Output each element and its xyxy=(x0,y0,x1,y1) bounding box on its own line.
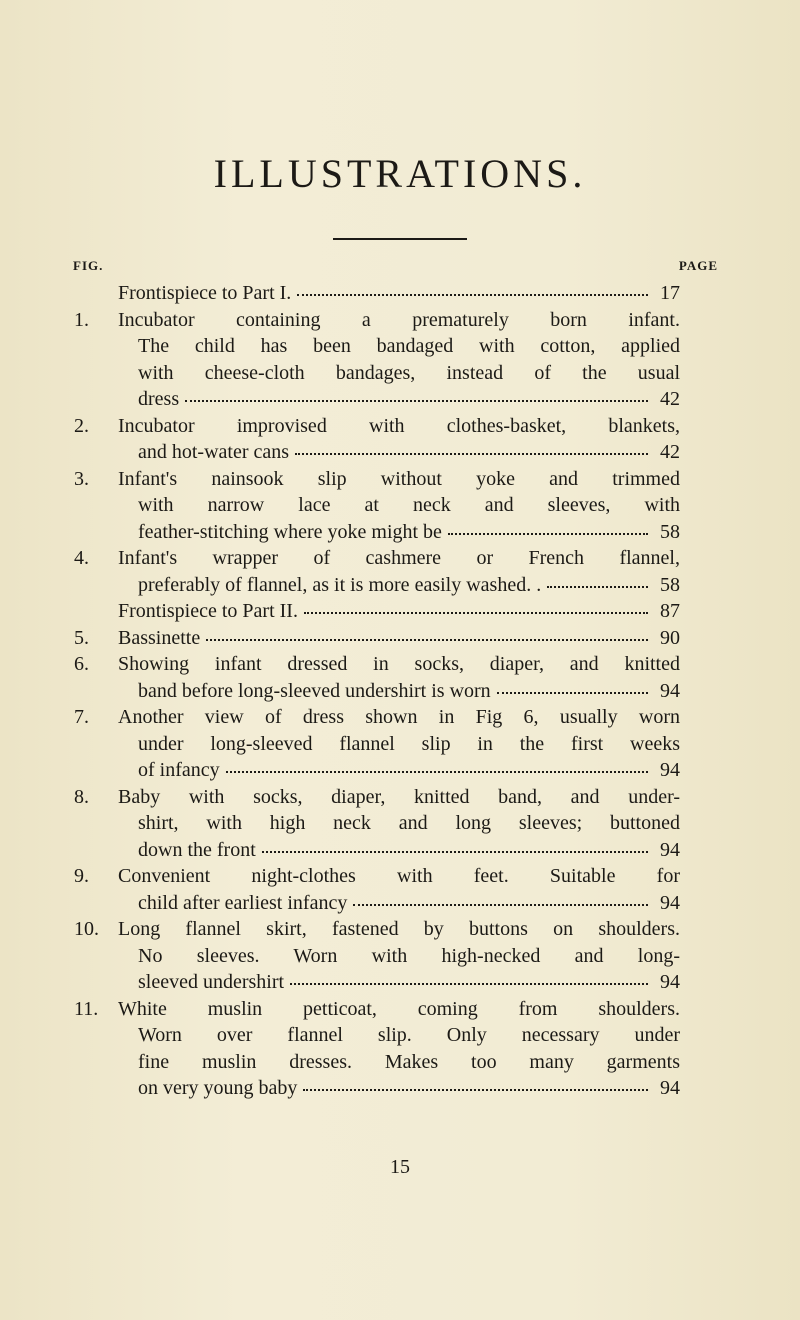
dot-leader xyxy=(547,586,648,588)
page-reference: 90 xyxy=(660,626,680,649)
caption-line: Incubator containing a prematurely born infant. xyxy=(118,308,680,331)
list-item xyxy=(0,307,800,413)
figure-number: 2. xyxy=(74,414,89,437)
page-reference: 42 xyxy=(660,388,680,410)
page-column-header: PAGE xyxy=(678,258,718,273)
page-reference: 17 xyxy=(660,282,680,304)
page-number: 15 xyxy=(390,1156,410,1178)
caption-line: shirt, with high neck and long sleeves; buttoned xyxy=(138,812,680,834)
caption-line: Bassinette xyxy=(118,626,201,649)
list-item xyxy=(0,996,800,1102)
figure-number: 1. xyxy=(74,308,89,331)
dot-leader xyxy=(295,453,648,455)
caption-line: down the front xyxy=(138,838,256,861)
dot-leader xyxy=(185,400,648,402)
list-item xyxy=(0,413,800,466)
dot-leader xyxy=(303,1089,648,1091)
figure-number: 4. xyxy=(74,547,89,569)
caption-line: fine muslin dresses. Makes too many garments xyxy=(138,1050,680,1073)
page-reference: 42 xyxy=(660,441,680,463)
caption-line: Incubator improvised with clothes-basket, blankets, xyxy=(118,414,680,437)
dot-leader xyxy=(290,983,648,985)
caption-line: The child has been bandaged with cotton, applied xyxy=(138,335,680,357)
dot-leader xyxy=(226,771,648,773)
caption-line: Frontispiece to Part I. xyxy=(118,282,292,304)
list-item xyxy=(0,598,800,625)
caption-line: feather-stitching where yoke might be xyxy=(138,520,442,543)
caption-line: Worn over flannel slip. Only necessary under xyxy=(138,1024,680,1046)
dot-leader xyxy=(206,639,648,641)
title-rule xyxy=(333,238,467,240)
dot-leader xyxy=(304,612,648,614)
list-item xyxy=(0,625,800,652)
caption-line: on very young baby xyxy=(138,1077,298,1099)
caption-line: No sleeves. Worn with high-necked and long- xyxy=(138,944,680,967)
caption-line: Another view of dress shown in Fig 6, usually worn xyxy=(118,706,680,728)
page-reference: 58 xyxy=(660,573,680,596)
list-item xyxy=(0,545,800,598)
caption-line: dress xyxy=(138,388,180,410)
caption-line: Convenient night-clothes with feet. Suitable for xyxy=(118,865,680,887)
list-item xyxy=(0,916,800,996)
page-reference: 87 xyxy=(660,600,680,622)
page-reference: 94 xyxy=(660,891,680,914)
caption-line: Infant's nainsook slip without yoke and trimmed xyxy=(118,467,680,490)
caption-line: with cheese-cloth bandages, instead of the usual xyxy=(138,361,680,384)
caption-line: Long flannel skirt, fastened by buttons on shoulders. xyxy=(118,918,680,940)
caption-line: Baby with socks, diaper, knitted band, and under- xyxy=(118,785,680,808)
caption-line: preferably of flannel, as it is more easily washed. . xyxy=(138,573,542,596)
list-item xyxy=(0,784,800,864)
page-title: ILLUSTRATIONS. xyxy=(213,151,587,196)
caption-line: of infancy xyxy=(138,759,220,781)
figure-number: 7. xyxy=(74,706,89,728)
fig-column-header: FIG. xyxy=(73,258,104,273)
page-reference: 94 xyxy=(660,759,680,781)
page-reference: 94 xyxy=(660,838,680,861)
list-item xyxy=(0,280,800,307)
page-reference: 58 xyxy=(660,520,680,543)
dot-leader xyxy=(497,692,648,694)
caption-line: under long-sleeved flannel slip in the first weeks xyxy=(138,732,680,755)
caption-line: child after earliest infancy xyxy=(138,891,348,914)
figure-number: 3. xyxy=(74,467,89,490)
dot-leader xyxy=(262,851,648,853)
caption-line: with narrow lace at neck and sleeves, with xyxy=(138,494,680,516)
figure-number: 5. xyxy=(74,626,89,649)
page-reference: 94 xyxy=(660,971,680,993)
caption-line: Frontispiece to Part II. xyxy=(118,600,298,622)
caption-line: Infant's wrapper of cashmere or French flannel, xyxy=(118,547,680,569)
caption-line: and hot-water cans xyxy=(138,441,290,463)
figure-number: 8. xyxy=(74,785,89,808)
figure-number: 6. xyxy=(74,653,89,675)
caption-line: Showing infant dressed in socks, diaper, and knitted xyxy=(118,653,680,675)
caption-line: White muslin petticoat, coming from shoulders. xyxy=(118,997,680,1020)
illustrations-list xyxy=(0,280,800,1102)
page-reference: 94 xyxy=(660,679,680,702)
figure-number: 10. xyxy=(74,918,99,940)
list-item xyxy=(0,651,800,704)
page-reference: 94 xyxy=(660,1077,680,1099)
list-item xyxy=(0,863,800,916)
dot-leader xyxy=(297,294,648,296)
dot-leader xyxy=(353,904,648,906)
figure-number: 9. xyxy=(74,865,89,887)
figure-number: 11. xyxy=(74,997,99,1020)
caption-line: sleeved undershirt xyxy=(138,971,285,993)
list-item xyxy=(0,466,800,546)
list-item xyxy=(0,704,800,784)
dot-leader xyxy=(448,533,648,535)
caption-line: band before long-sleeved undershirt is worn xyxy=(138,679,491,702)
